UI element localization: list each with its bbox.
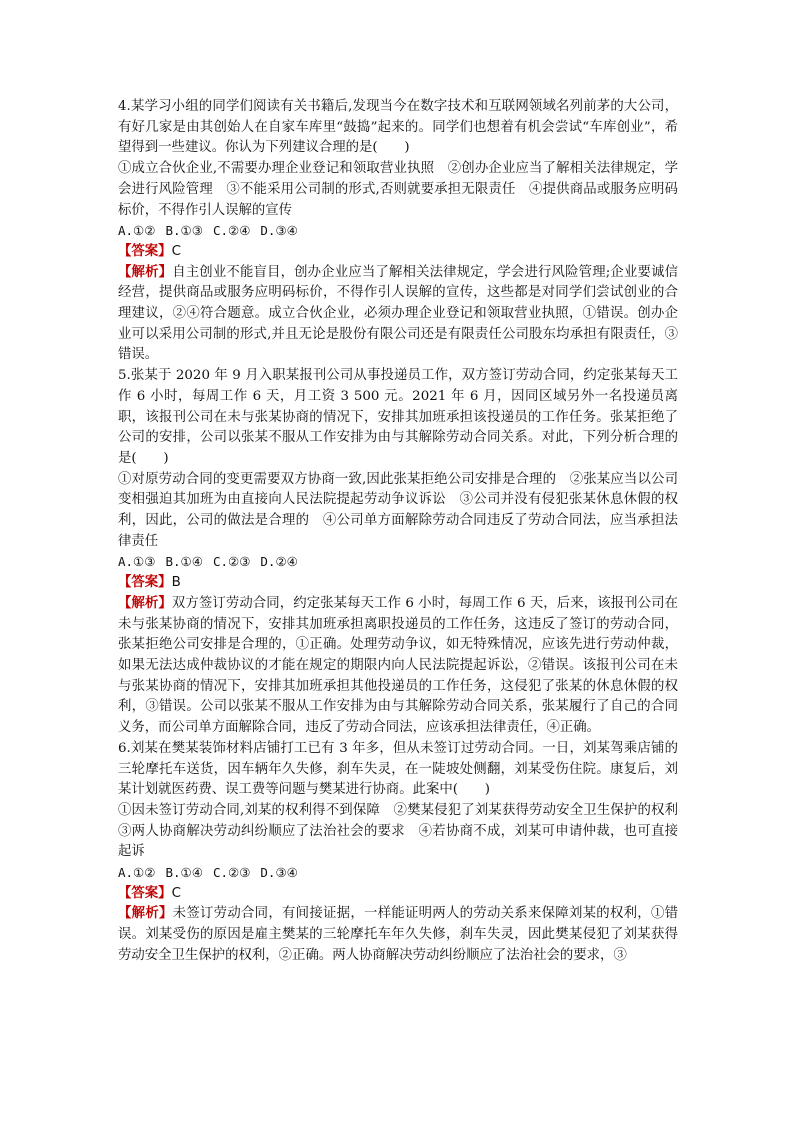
choice-c: C.②③ bbox=[212, 865, 251, 881]
document-page bbox=[118, 97, 692, 967]
choice-c: C.②③ bbox=[212, 554, 251, 570]
question-5-answer bbox=[118, 573, 678, 594]
answer-tag: 【答案】 bbox=[118, 575, 172, 591]
question-4-choices bbox=[118, 221, 678, 242]
question-4-analysis bbox=[118, 263, 678, 367]
answer-tag: 【答案】 bbox=[118, 885, 172, 901]
question-5-choices bbox=[118, 552, 678, 573]
analysis-tag: 【解析】 bbox=[118, 595, 172, 611]
choice-c: C.②④ bbox=[212, 223, 251, 239]
question-4-answer bbox=[118, 242, 678, 263]
choice-d: D.②④ bbox=[260, 554, 298, 570]
answer-value: B bbox=[171, 575, 181, 591]
question-6-answer bbox=[118, 884, 678, 905]
choice-a: A.①③ bbox=[118, 554, 156, 570]
question-6-options: ①因未签订劳动合同,刘某的权利得不到保障 ②樊某侵犯了刘某获得劳动安全卫生保护的权利 ③两人协商解决劳动纠纷顺应了法治社会的要求 ④若协商不成，刘某可申请仲裁，也可直接起诉 bbox=[118, 802, 692, 860]
choice-b: B.①④ bbox=[165, 865, 203, 881]
question-5-stem: 5.张某于 2020 年 9 月入职某报刊公司从事投递员工作，双方签订劳动合同，约定张某每天工作 6 小时，每周工作 6 天，月工资 3 500 元。2021 年 6 月，因同区域另外一名投递员离职，该报刊公司在未与张某协商的情况下，安排其加班承担该投递员的工作任务。张某拒绝了公司的安排，公司以张某不服从工作安排为由与其解除劳动合同关系。对此，下列分析合理的是( ) bbox=[118, 368, 678, 466]
analysis-text: 双方签订劳动合同，约定张某每天工作 6 小时，每周工作 6 天，后来，该报刊公司在未与张某协商的情况下，安排其加班承担离职投递员的工作任务，这违反了签订的劳动合同，张某拒绝公司安排是合理的，①正确。处理劳动争议，如无特殊情况，应该先进行劳动仲裁，如果无法达成仲裁协议的才能在规定的期限内向人民法院提起诉讼，②错误。该报刊公司在未与张某协商的情况下，安排其加班承担其他投递员的工作任务，这侵犯了张某的休息休假的权利，③错误。公司以张某不服从工作安排为由与其解除劳动合同关系，张某履行了自己的合同义务，而公司单方面解除合同，违反了劳动合同法，应该承担法律责任，④正确。 bbox=[118, 595, 679, 736]
answer-value: C bbox=[171, 243, 181, 259]
analysis-tag: 【解析】 bbox=[118, 906, 173, 922]
choice-b: B.①④ bbox=[165, 554, 203, 570]
choice-b: B.①③ bbox=[165, 223, 203, 239]
analysis-text: 未签订劳动合同，有间接证据，一样能证明两人的劳动关系来保障刘某的权利，①错误。刘某受伤的原因是雇主樊某的三轮摩托车年久失修，刹车失灵，因此樊某侵犯了刘某获得劳动安全卫生保护的权利，②正确。两人协商解决劳动纠纷顺应了法治社会的要求，③ bbox=[118, 906, 679, 963]
choice-a: A.①② bbox=[118, 865, 156, 881]
question-5-options: ①对原劳动合同的变更需要双方协商一致,因此张某拒绝公司安排是合理的 ②张某应当以公司变相强迫其加班为由直接向人民法院提起劳动争议诉讼 ③公司并没有侵犯张某休息休假的权利，因此，公司的做法是合理的 ④公司单方面解除劳动合同违反了劳动合同法，应当承担法律责任 bbox=[118, 471, 678, 549]
question-6-analysis bbox=[118, 904, 678, 966]
answer-tag: 【答案】 bbox=[118, 243, 172, 259]
choice-d: D.③④ bbox=[260, 223, 298, 239]
answer-value: C bbox=[171, 885, 181, 901]
choice-a: A.①② bbox=[118, 223, 156, 239]
question-6-stem: 6.刘某在樊某装饰材料店铺打工已有 3 年多，但从未签订过劳动合同。一日，刘某驾乘店铺的三轮摩托车送货，因车辆年久失修，刹车失灵，在一陡坡处侧翻，刘某受伤住院。康复后，刘某计划就医药费、误工费等问题与樊某进行协商。此案中( ) bbox=[118, 740, 678, 798]
question-4-stem: 4.某学习小组的同学们阅读有关书籍后,发现当今在数字技术和互联网领域名列前茅的大公司，有好几家是由其创始人在自家车库里“鼓捣”起来的。同学们也想着有机会尝试“车库创业”，希望得到一些建议。你认为下列建议合理的是( ) bbox=[118, 99, 678, 156]
question-5-analysis bbox=[118, 594, 678, 739]
question-6-choices bbox=[118, 863, 678, 884]
analysis-tag: 【解析】 bbox=[118, 264, 173, 280]
question-4-options: ①成立合伙企业,不需要办理企业登记和领取营业执照 ②创办企业应当了解相关法律规定，学会进行风险管理 ③不能采用公司制的形式,否则就要承担无限责任 ④提供商品或服务应明码标价，不得作引人误解的宣传 bbox=[118, 161, 678, 218]
analysis-text: 自主创业不能盲目，创办企业应当了解相关法律规定，学会进行风险管理;企业要诚信经营，提供商品或服务应明码标价，不得作引人误解的宣传，这些都是对同学们尝试创业的合理建议，②④符合题意。成立合伙企业，必须办理企业登记和领取营业执照，①错误。创办企业可以采用公司制的形式,并且无论是股份有限公司还是有限责任公司股东均承担有限责任，③错误。 bbox=[118, 264, 679, 363]
choice-d: D.③④ bbox=[260, 865, 298, 881]
